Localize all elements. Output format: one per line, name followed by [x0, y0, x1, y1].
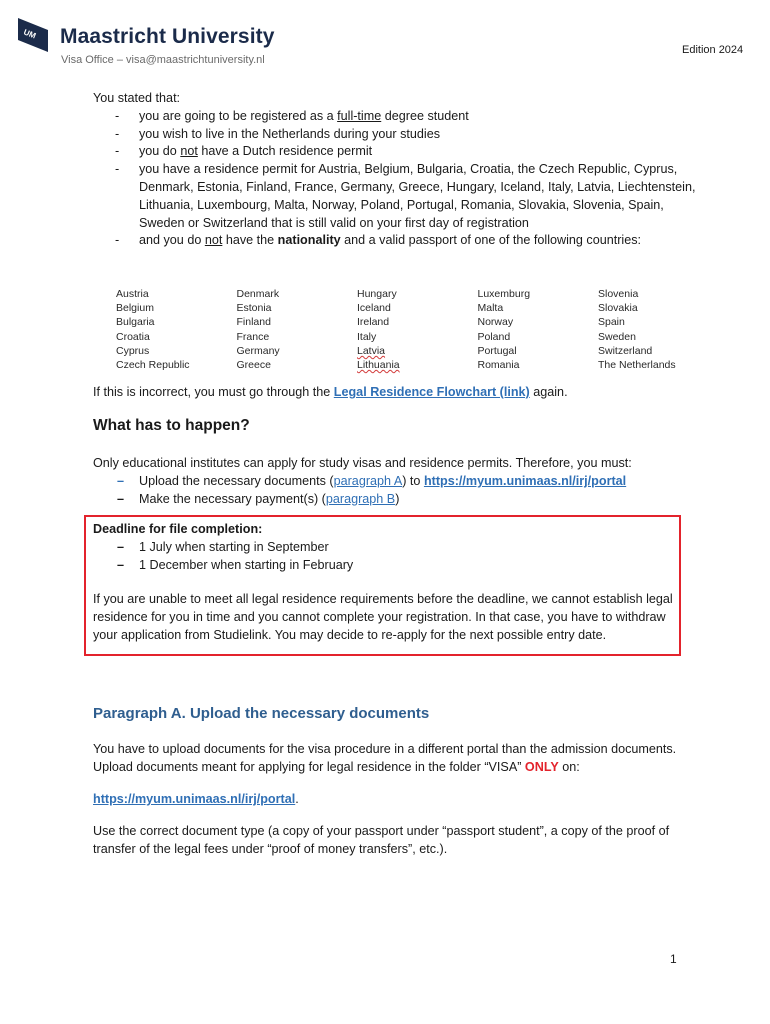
country-cell: Bulgaria	[116, 316, 155, 329]
list-item: – 1 December when starting in February	[117, 557, 354, 572]
list-item: - you have a residence permit for Austria, Belgium, Bulgaria, Croatia, the Czech Republic, Cyprus, Denmark, Estonia, Finland, France, Germany, Greece, Hungary, Iceland, Italy, Latvia, Liechtenstein, Lithuania, Luxembourg, Malta, Norway, Poland, Portugal, Romania, Slovakia, Slovenia, Spain, Sweden or Switzerland that is still valid on your first day of registration	[115, 162, 696, 230]
country-cell: Malta	[477, 302, 504, 315]
country-cell: Slovenia	[598, 288, 639, 300]
country-cell: Denmark	[236, 288, 280, 300]
country-cell: Croatia	[116, 330, 150, 343]
table-row	[116, 344, 719, 358]
deadline-list	[93, 539, 673, 575]
country-cell: Norway	[477, 316, 514, 329]
upload-instructions: You have to upload documents for the visa procedure in a different portal than the admission documents. Upload documents meant for applying for legal residence in the folder “VISA” ONLY on:	[93, 742, 677, 774]
table-row	[116, 301, 719, 315]
table-row	[116, 315, 719, 329]
country-cell: Portugal	[477, 344, 517, 357]
list-item: – Make the necessary payment(s) (paragraph B)	[117, 491, 400, 506]
deadline-box	[84, 515, 681, 656]
portal-link[interactable]: https://myum.unimaas.nl/irj/portal	[93, 792, 296, 806]
list-item: - you do not have a Dutch residence permit	[115, 144, 373, 159]
country-cell: Greece	[236, 359, 271, 372]
portal-link-line: https://myum.unimaas.nl/irj/portal.	[93, 792, 299, 806]
table-row	[116, 330, 719, 344]
stated-list	[93, 108, 703, 250]
paragraph-b-link[interactable]: paragraph B	[325, 491, 396, 506]
country-cell: Finland	[236, 316, 271, 329]
university-logo	[18, 18, 48, 52]
happen-intro: Only educational institutes can apply for study visas and residence permits. Therefore, you must:	[93, 456, 632, 470]
country-cell: Estonia	[236, 302, 272, 315]
country-cell: Czech Republic	[116, 359, 190, 372]
stated-section	[93, 90, 703, 250]
country-cell: Germany	[236, 344, 280, 357]
country-cell: Romania	[477, 359, 520, 372]
countries-table	[116, 287, 719, 372]
country-cell: France	[236, 330, 270, 343]
country-cell: Cyprus	[116, 344, 150, 357]
happen-section	[93, 455, 713, 508]
country-cell: The Netherlands	[598, 359, 676, 372]
paragraph-a-heading: Paragraph A. Upload the necessary documents	[93, 705, 430, 722]
edition-label: Edition 2024	[682, 44, 744, 56]
stated-intro: You stated that:	[93, 91, 181, 105]
country-cell: Iceland	[357, 302, 391, 315]
document-type-instructions: Use the correct document type (a copy of your passport under “passport student”, a copy of the proof of transfer of the legal fees under “proof of money transfers”, etc.).	[93, 824, 670, 856]
only-emphasis: ONLY	[524, 759, 559, 774]
paragraph-a-link[interactable]: paragraph A	[333, 473, 403, 488]
country-cell: Sweden	[598, 330, 636, 343]
country-cell: Spain	[598, 316, 625, 329]
list-item: - you wish to live in the Netherlands during your studies	[115, 126, 441, 141]
list-item: – Upload the necessary documents (paragraph A) to https://myum.unimaas.nl/irj/portal	[117, 473, 627, 488]
university-name: Maastricht University	[60, 25, 275, 48]
list-item: - and you do not have the nationality and a valid passport of one of the following countries:	[115, 233, 641, 248]
table-row	[116, 287, 719, 301]
deadline-title: Deadline for file completion:	[93, 522, 263, 536]
country-cell: Austria	[116, 288, 149, 300]
happen-list	[93, 473, 713, 509]
deadline-paragraph: If you are unable to meet all legal residence requirements before the deadline, we cannot establish legal residence for you in time and you cannot complete your registration. In that case, you have to withdraw your application from Studielink. You may decide to re-apply for the next possible entry date.	[93, 592, 673, 642]
incorrect-note: If this is incorrect, you must go through the Legal Residence Flowchart (link) again.	[93, 385, 568, 399]
country-cell: Lithuania	[357, 359, 400, 372]
country-cell: Italy	[357, 330, 377, 343]
visa-office-contact: Visa Office – visa@maastrichtuniversity.nl	[61, 54, 265, 66]
country-cell: Belgium	[116, 302, 154, 315]
table-row	[116, 358, 719, 372]
flowchart-link[interactable]: Legal Residence Flowchart (link)	[333, 385, 530, 399]
list-item: – 1 July when starting in September	[117, 539, 329, 554]
portal-link[interactable]: https://myum.unimaas.nl/irj/portal	[423, 473, 627, 488]
country-cell: Slovakia	[598, 302, 638, 315]
list-item: - you are going to be registered as a full-time degree student	[115, 108, 469, 123]
country-cell: Luxemburg	[477, 288, 531, 300]
country-cell: Hungary	[357, 288, 397, 300]
country-cell: Switzerland	[598, 344, 653, 357]
svg-text:UM: UM	[22, 27, 38, 41]
country-cell: Ireland	[357, 316, 390, 329]
country-cell: Latvia	[357, 344, 386, 357]
section-heading: What has to happen?	[93, 417, 250, 434]
page-number: 1	[670, 952, 677, 966]
country-cell: Poland	[477, 330, 511, 343]
